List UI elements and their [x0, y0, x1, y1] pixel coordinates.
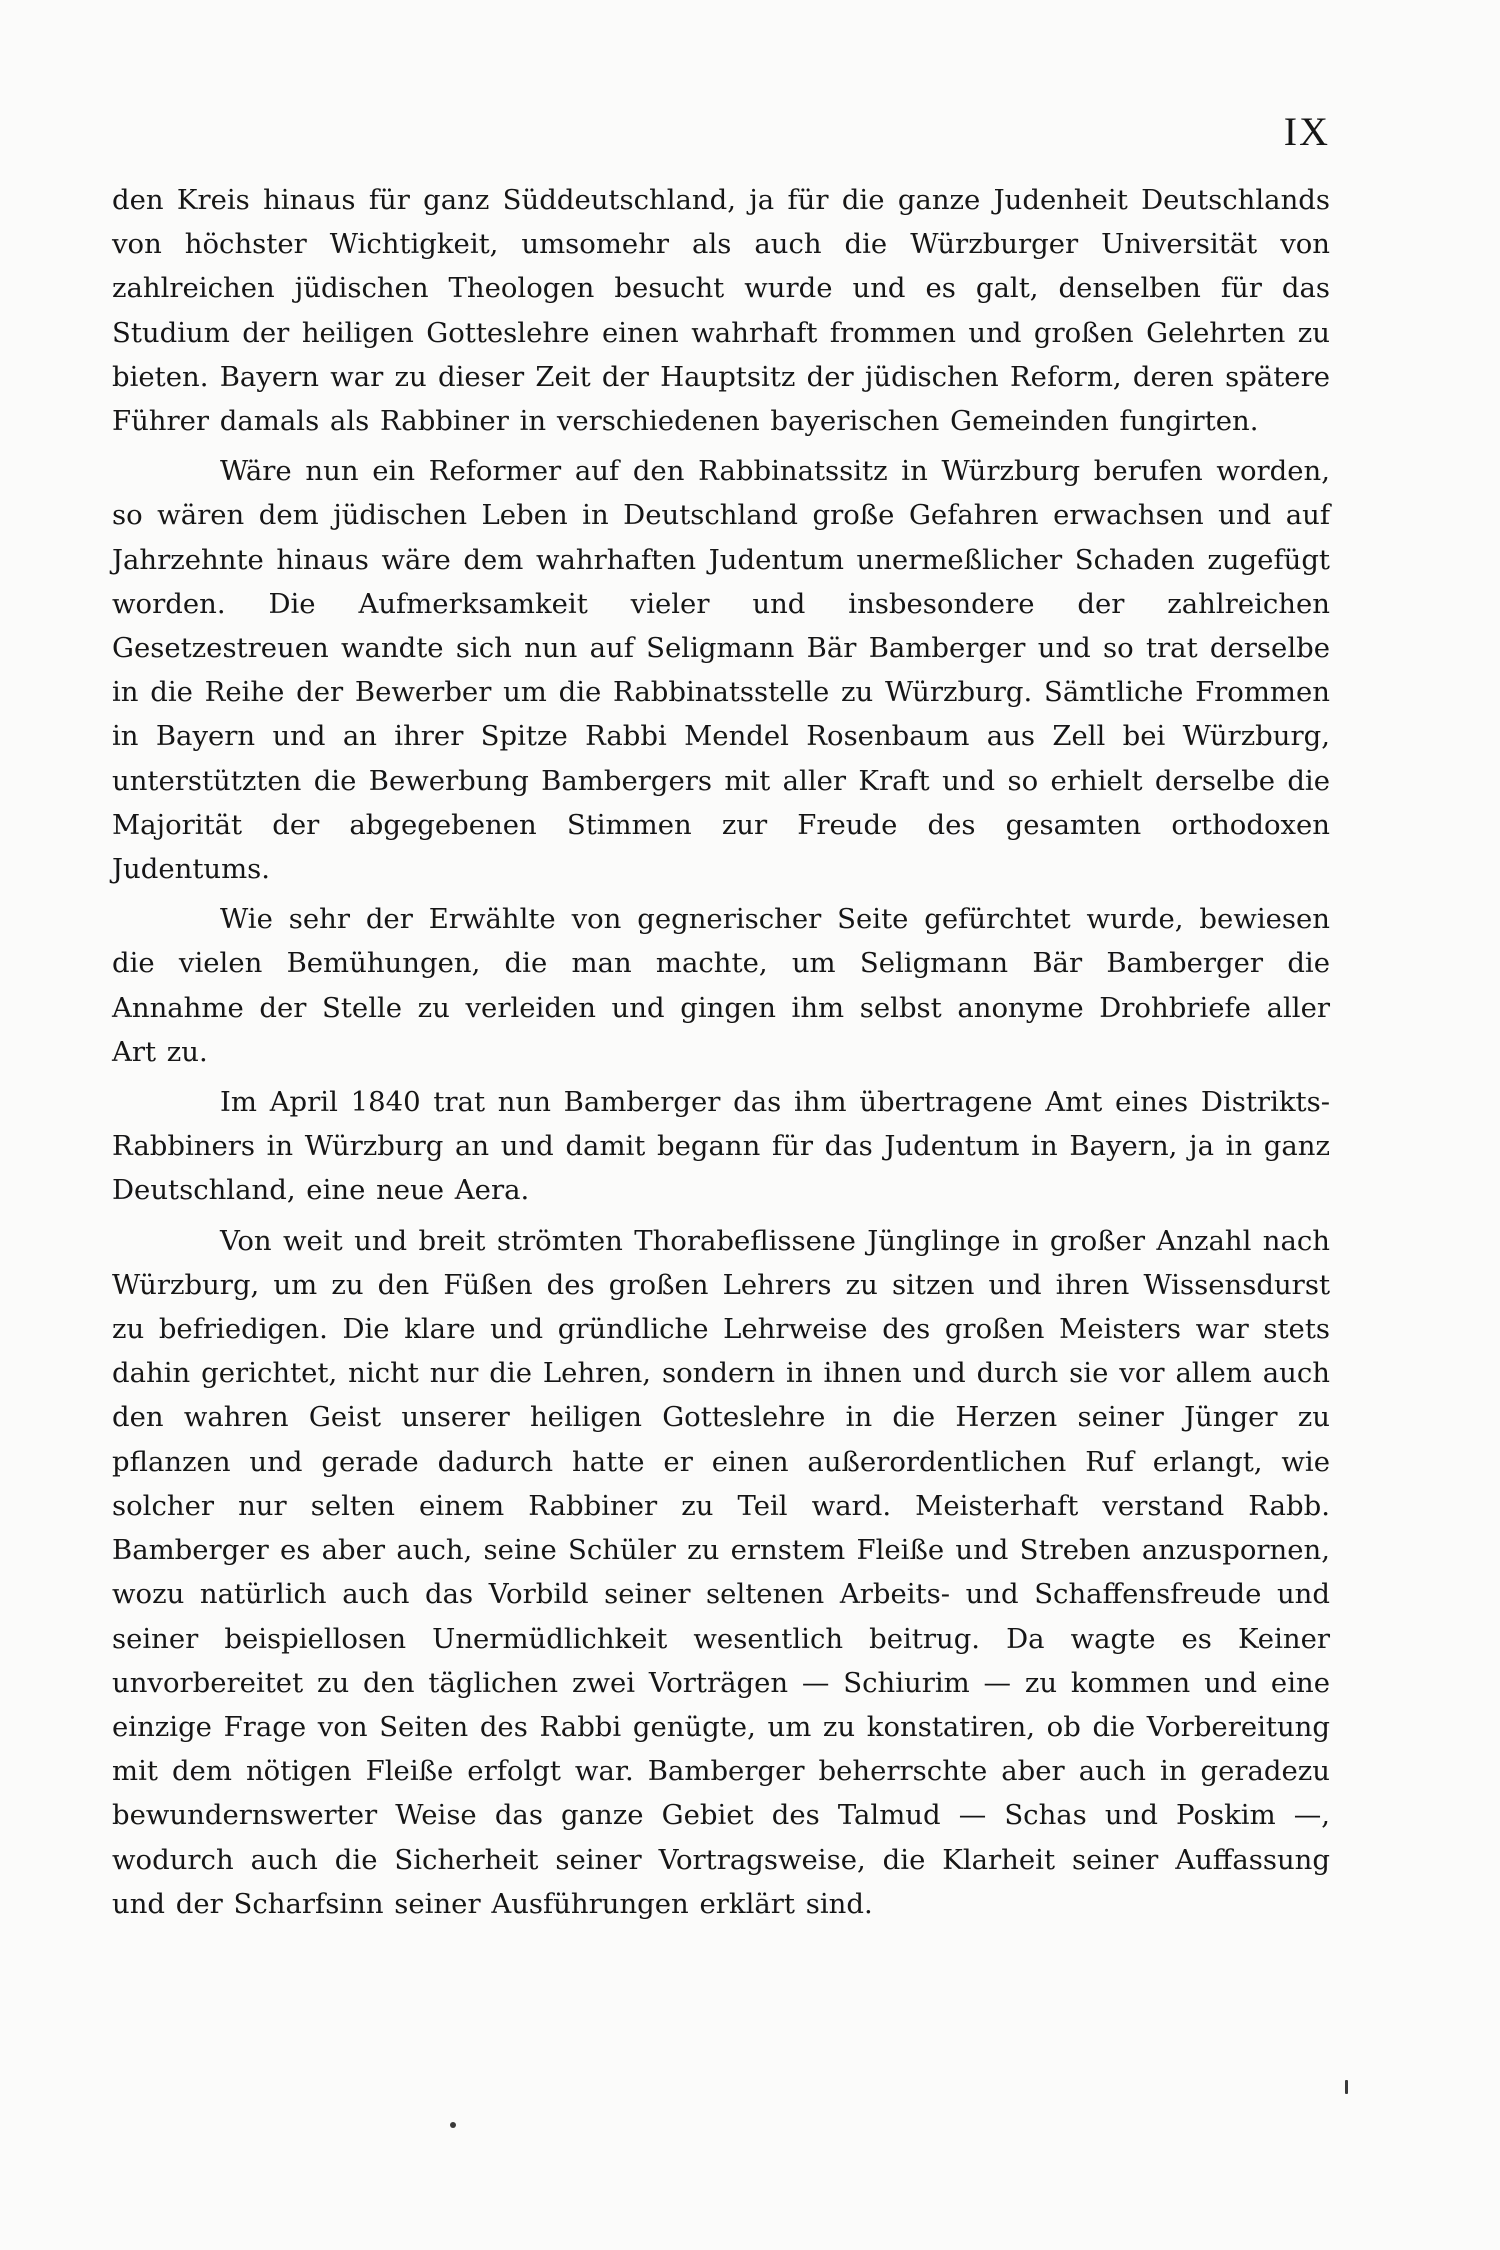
body-text	[112, 178, 1330, 1932]
paragraph-3: Wie sehr der Erwählte von gegnerischer Seite gefürchtet wurde, bewiesen die vielen Bemühungen, die man machte, um Seligmann Bär Bamberger die Annahme der Stelle zu verleiden und gingen ihm selbst anonyme Drohbriefe aller Art zu.	[112, 903, 1330, 1068]
paragraph-4: Im April 1840 trat nun Bamberger das ihm übertragene Amt eines Distrikts-Rabbiners in Würzburg an und damit begann für das Judentum in Bayern, ja in ganz Deutschland, eine neue Aera.	[112, 1086, 1330, 1207]
paragraph-1: den Kreis hinaus für ganz Süddeutschland, ja für die ganze Judenheit Deutschlands von höchster Wichtigkeit, umsomehr als auch die Würzburger Universität von zahlreichen jüdischen Theologen besucht wurde und es galt, denselben für das Studium der heiligen Gotteslehre einen wahrhaft frommen und großen Gelehrten zu bieten. Bayern war zu dieser Zeit der Hauptsitz der jüdischen Reform, deren spätere Führer damals als Rabbiner in verschiedenen bayerischen Gemeinden fungirten.	[112, 184, 1330, 438]
paragraph-5: Von weit und breit strömten Thorabeflissene Jünglinge in großer Anzahl nach Würzburg, um zu den Füßen des großen Lehrers zu sitzen und ihren Wissensdurst zu befriedigen. Die klare und gründliche Lehrweise des großen Meisters war stets dahin gerichtet, nicht nur die Lehren, sondern in ihnen und durch sie vor allem auch den wahren Geist unserer heiligen Gotteslehre in die Herzen seiner Jünger zu pflanzen und gerade dadurch hatte er einen außerordentlichen Ruf erlangt, wie solcher nur selten einem Rabbiner zu Teil ward. Meisterhaft verstand Rabb. Bamberger es aber auch, seine Schüler zu ernstem Fleiße und Streben anzuspornen, wozu natürlich auch das Vorbild seiner seltenen Arbeits- und Schaffensfreude und seiner beispiellosen Unermüdlichkeit wesentlich beitrug. Da wagte es Keiner unvorbereitet zu den täglichen zwei Vorträgen — Schiurim — zu kommen und eine einzige Frage von Seiten des Rabbi genügte, um zu konstatiren, ob die Vorbereitung mit dem nötigen Fleiße erfolgt war. Bamberger beherrschte aber auch in geradezu bewundernswerter Weise das ganze Gebiet des Talmud — Schas und Poskim —, wodurch auch die Sicherheit seiner Vortragsweise, die Klarheit seiner Auffassung und der Scharfsinn seiner Ausführungen erklärt sind.	[112, 1224, 1330, 1920]
paragraph-2: Wäre nun ein Reformer auf den Rabbinatssitz in Würzburg berufen worden, so wären dem jüdischen Leben in Deutschland große Gefahren erwachsen und auf Jahrzehnte hinaus wäre dem wahrhaften Judentum unermeßlicher Schaden zugefügt worden. Die Aufmerksamkeit vieler und insbesondere der zahlreichen Gesetzestreuen wandte sich nun auf Seligmann Bär Bamberger und so trat derselbe in die Reihe der Bewerber um die Rabbinatsstelle zu Würzburg. Sämtliche Frommen in Bayern und an ihrer Spitze Rabbi Mendel Rosenbaum aus Zell bei Würzburg, unterstützten die Bewerbung Bambergers mit aller Kraft und so erhielt derselbe die Majorität der abgegebenen Stimmen zur Freude des gesamten orthodoxen Judentums.	[112, 455, 1330, 886]
page-number: IX	[1283, 109, 1330, 154]
scan-speck	[1345, 2080, 1348, 2094]
scan-speck	[450, 2122, 456, 2128]
